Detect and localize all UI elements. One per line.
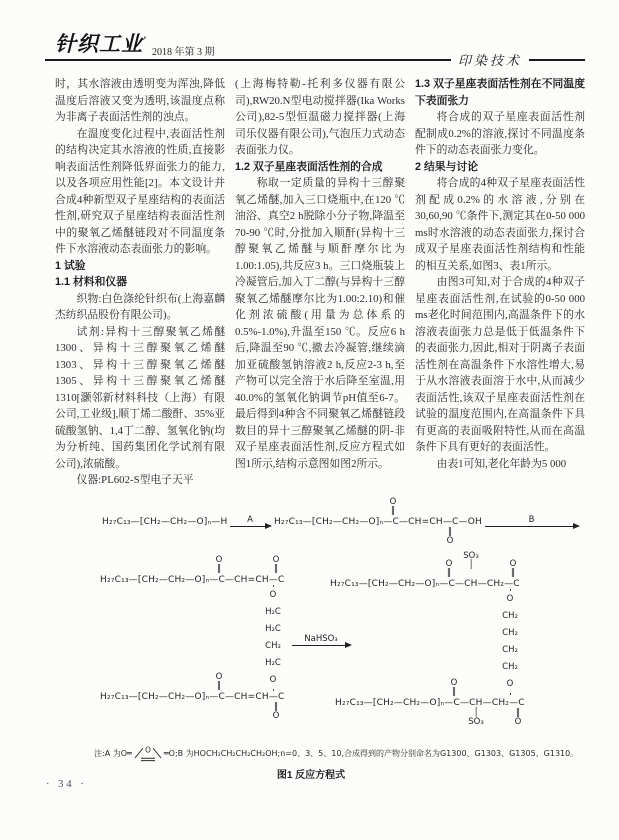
- figure-arrow-label: A: [247, 515, 253, 525]
- body-paragraph: 在温度变化过程中,表面活性剂的结构决定其水溶液的性质,直接影响表面活性剂降低界面张力的能力,以及各项应用性能[2]。本文设计并合成4种新型双子星座结构的表面活性剂,研究双子星座结构表面活性剂中的聚氧乙烯醚链段对不同温度条件下水溶液动态表面张力的影响。: [55, 127, 225, 255]
- figure-bond-stack: O ‖: [215, 672, 223, 691]
- text-column-2: [235, 76, 405, 502]
- body-paragraph: 时，其水溶液由透明变为浑浊,降低温度后溶液又变为透明,该温度点称为非离子表面活性剂的浊点。: [55, 78, 225, 123]
- figure-bond-stack: O ‖: [389, 497, 397, 516]
- body-paragraph: 将合成的4种双子星座表面活性剂配成0.2%的水溶液,分别在30,60,90 ℃条件下,测定其在0-50 000 ms时水溶液的动态表面张力,探讨合成双子星座表面活性剂结构和性能的相互关系,如图3、表1所示。: [415, 177, 585, 272]
- maleic-anhydride-ring-icon: [133, 744, 163, 762]
- figure-formula: H₂₇C₁₃—[CH₂—CH₂—O]ₙ—C—CH=CH—C—OH: [274, 517, 482, 527]
- figure-note-prefix: 注:A 为O═: [94, 748, 132, 758]
- figure-formula: H₂₇C₁₃—[CH₂—CH₂—O]ₙ—H: [102, 517, 228, 527]
- body-paragraph: 由表1可知,老化年龄为5 000: [436, 457, 567, 470]
- figure-caption: 图1 反应方程式: [276, 770, 346, 781]
- section-heading: 1 试验: [55, 259, 86, 272]
- figure-vertical-chain: O H₂C H₂C CH₂ H₂C O: [264, 587, 282, 689]
- body-paragraph: 称取一定质量的异构十三醇聚氧乙烯醚,加入三口烧瓶中,在120 ℃油浴、真空2 h脱除小分子物,降温至70-90 ℃时,分批加入顺酐(异构十三醇聚氧乙烯醚与顺酐摩尔比为1.00:1.05),共反应3 h。三口烧瓶装上冷凝管后,加入丁二醇(与异构十三醇聚氧乙烯醚摩尔比为1.00:2.10)和催化剂浓硫酸(用量为总体系的0.5%-1.0%),升温至150 ℃。反应6 h后,降温至90 ℃,撤去冷凝管,继续滴加亚硫酸氢钠溶液2 h,反应2-3 h,至产物可以完全溶于水后降至室温,用40.0%的氢氧化钠调节pH值至6-7。最后得到4种含不同聚氧乙烯醚链段数目的异十三醇聚氧乙烯醚的阴-非双子星座表面活性剂,反应方程式如图1所示,结构示意图如图2所示。: [235, 177, 405, 470]
- figure-bond-stack: O ‖: [215, 555, 223, 574]
- reaction-arrow: [292, 634, 350, 646]
- svg-text:O: O: [144, 745, 151, 755]
- body-paragraph: 试剂:异构十三醇聚氧乙烯醚1300、异构十三醇聚氧乙烯醚1303、异构十三醇聚氧乙烯醚1305、异构十三醇聚氧乙烯醚1310[灏邻新材料科技（上海）有限公司,工业级],顺丁烯二酸酐、35%亚硫酸氢钠、1,4丁二醇、氢氧化钠(均为分析纯、国药集团化学试剂有限公司),浓硫酸。: [55, 325, 225, 470]
- body-paragraph: 将合成的双子星座表面活性剂配制成0.2%的溶液,探讨不同温度条件下的动态表面张力变化。: [415, 111, 585, 156]
- body-paragraph: 织物:白色涤纶针织布(上海嘉麟杰纺织品股份有限公司)。: [55, 292, 225, 321]
- figure-note: [94, 744, 578, 762]
- section-heading: 1.3 双子星座表面活性剂在不同温度下表面张力: [415, 78, 585, 107]
- body-paragraph: 仪器:PL602-S型电子天平: [76, 474, 194, 486]
- rule-left: [45, 59, 451, 61]
- figure-bond-stack: SO₃ │: [463, 551, 479, 570]
- section-title: 印染技术: [457, 53, 522, 68]
- figure-bond-stack: ‖ O: [446, 527, 454, 546]
- figure-bond-stack: │ SO₃: [468, 708, 484, 727]
- figure-bond-stack: ‖ O: [272, 702, 280, 721]
- figure-arrow-label: NaHSO₃: [304, 634, 338, 644]
- header-rule: [45, 50, 585, 69]
- page-number: · 34 ·: [46, 779, 87, 790]
- figure-formula: H₂₇C₁₃—[CH₂—CH₂—O]ₙ—C—CH=CH—C: [100, 575, 285, 585]
- issue-info: 2018 年第 3 期: [152, 47, 215, 58]
- section-heading: 2 结果与讨论: [415, 160, 478, 173]
- journal-logo: 针织工业’: [55, 32, 147, 56]
- figure-arrow-label: B: [528, 515, 535, 525]
- figure-formula: H₂₇C₁₃—[CH₂—CH₂—O]ₙ—C—CH—CH₂—C: [335, 698, 525, 708]
- body-paragraph: 由图3可知,对于合成的4种双子星座表面活性剂,在试验的0-50 000 ms老化时间范围内,高温条件下的水溶液表面张力总是低于低温条件下的表面张力,因此,相对于阴离子表面活性剂在高温条件下水溶性增大,易于从水溶液表面溶于水中,从而减少表面活性,该双子星座表面活性剂在试验的温度范围内,在高温条件下具有更高的表面吸附特性,从而在高温条件下具有更好的表面活性。: [415, 276, 585, 453]
- text-column-3: [415, 76, 585, 502]
- reaction-arrow: [230, 515, 270, 527]
- text-column-1: [55, 76, 225, 502]
- figure-formula: H₂₇C₁₃—[CH₂—CH₂—O]ₙ—C—CH=CH—C: [100, 692, 285, 702]
- section-heading: 1.1 材料和仪器: [55, 276, 127, 288]
- body-paragraph: (上海梅特勒-托利多仪器有限公司),RW20.N型电动搅拌器(Ika Works公司),82-5型恒温磁力搅拌器(上海司乐仪器有限公司),气泡压力式动态表面张力仪。: [235, 78, 405, 156]
- figure-bond-stack: O ‖: [509, 559, 517, 578]
- figure-note-suffix: ═O;B 为HOCH₂CH₂CH₂CH₂OH;n=0、3、5、10,合成得到的产物分别命名为G1300、G1303、G1305、G1310。: [163, 748, 579, 758]
- rule-right: [529, 59, 585, 61]
- logo-trademark: ’: [143, 35, 147, 45]
- section-heading: 1.2 双子星座表面活性剂的合成: [235, 160, 383, 173]
- reaction-arrow: [485, 515, 578, 527]
- figure-bond-stack: O ‖: [450, 678, 458, 697]
- figure-vertical-chain: O CH₂ CH₂ CH₂ CH₂ O: [501, 591, 519, 693]
- figure-bond-stack: O ‖: [445, 559, 453, 578]
- figure-bond-stack: ‖ O: [514, 708, 522, 727]
- figure-bond-stack: O ‖: [272, 555, 280, 574]
- figure-canvas: [30, 495, 592, 795]
- figure-formula: H₂₇C₁₃—[CH₂—CH₂—O]ₙ—C—CH—CH₂—C: [330, 579, 520, 589]
